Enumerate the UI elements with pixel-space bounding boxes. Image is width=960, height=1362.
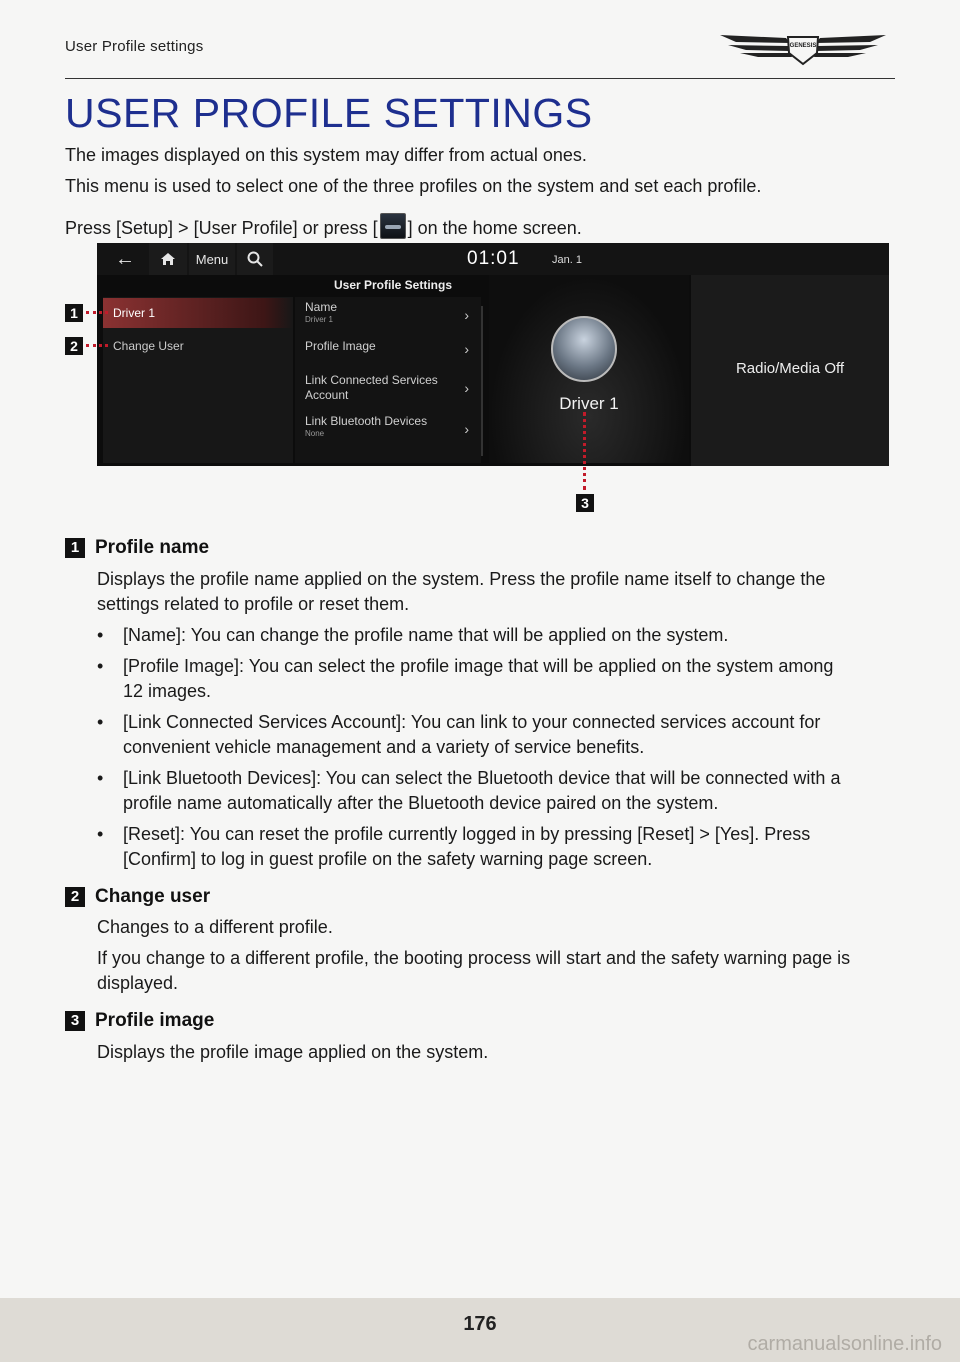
menu-item-label: Link Connected Services Account (305, 373, 438, 402)
home-button[interactable] (149, 243, 187, 275)
search-button[interactable] (237, 243, 273, 275)
profile-image[interactable] (551, 316, 617, 382)
section-change-user-heading (65, 886, 210, 908)
running-header: User Profile settings (65, 38, 204, 55)
head-unit-screen (97, 243, 889, 466)
menu-item-profile-image[interactable] (295, 339, 475, 359)
intro-instruction-start: Press [Setup] > [User Profile] or press [ (65, 218, 378, 238)
callout-3: 3 (576, 494, 594, 512)
page-number: 176 (463, 1313, 497, 1335)
section-title: Profile image (95, 1010, 215, 1031)
bullet-item (97, 766, 877, 816)
intro-description: This menu is used to select one of the three profiles on the system and set each profile. (65, 176, 762, 196)
bullet-text: [Profile Image]: You can select the profile image that will be applied on the system among 12 images. (123, 656, 834, 701)
bullet-item (97, 710, 897, 760)
section-profile-image-heading (65, 1010, 214, 1032)
screen-title: User Profile Settings (333, 278, 453, 292)
menu-item-label: Name (305, 300, 338, 314)
section-number: 2 (65, 887, 85, 907)
media-status-label: Radio/Media Off (735, 360, 845, 377)
section-profile-image-text: Displays the profile image applied on the system. (97, 1042, 489, 1062)
search-icon (247, 251, 263, 267)
section-number: 1 (65, 538, 85, 558)
bullet-dot: • (97, 824, 104, 844)
intro-instruction (65, 213, 582, 239)
bullet-item (97, 822, 887, 872)
menu-item-link-connected-services[interactable] (295, 373, 469, 403)
page-title: USER PROFILE SETTINGS (65, 90, 593, 136)
bullet-item (97, 623, 897, 648)
bullet-dot: • (97, 768, 104, 788)
menu-item-label: Link Bluetooth Devices (305, 414, 428, 428)
chevron-right-icon: › (464, 421, 469, 437)
bullet-text: [Name]: You can change the profile name that will be applied on the system. (123, 625, 729, 645)
section-title: Change user (95, 886, 211, 907)
callout-1-leader (86, 311, 108, 314)
bullet-dot: • (97, 712, 104, 732)
profile-display-name: Driver 1 (559, 394, 619, 413)
clock-date: Jan. 1 (552, 254, 582, 266)
clock-time: 01:01 (467, 248, 520, 269)
genesis-logo (718, 30, 888, 68)
callout-1: 1 (65, 304, 83, 322)
section-title: Profile name (95, 537, 210, 558)
profile-home-icon (380, 213, 406, 239)
logo-text: GENESIS (789, 43, 817, 49)
menu-button[interactable]: Menu (189, 243, 235, 275)
intro-instruction-end: ] on the home screen. (407, 218, 582, 238)
menu-item-label: Profile Image (305, 339, 376, 353)
section-profile-name-text: Displays the profile name applied on the system. Press the profile name itself to change the settings related to profile or reset them. (97, 569, 826, 614)
callout-2: 2 (65, 337, 83, 355)
home-icon (160, 252, 176, 266)
bullet-dot: • (97, 625, 104, 645)
bullet-text: [Link Connected Services Account]: You can link to your connected services account for convenient vehicle management and a variety of service benefits. (123, 712, 821, 757)
watermark: carmanualsonline.info (747, 1333, 942, 1355)
back-arrow-icon[interactable]: ← (115, 247, 135, 270)
menu-item-sub: None (305, 429, 325, 438)
chevron-right-icon: › (464, 341, 469, 357)
section-profile-name-heading (65, 537, 209, 559)
bullet-text: [Reset]: You can reset the profile currently logged in by pressing [Reset] > [Yes]. Press [Confirm] to log in guest profile on the safety warning page screen. (123, 824, 811, 869)
nav-item-driver-1[interactable]: Driver 1 (103, 298, 293, 328)
bullet-dot: • (97, 656, 104, 676)
chevron-right-icon: › (464, 307, 469, 323)
callout-3-leader (583, 412, 586, 490)
section-number: 3 (65, 1011, 85, 1031)
callout-2-leader (86, 344, 108, 347)
header-rule (65, 78, 895, 79)
nav-item-change-user[interactable]: Change User (113, 339, 184, 353)
intro-note: The images displayed on this system may differ from actual ones. (65, 145, 587, 165)
bullet-item (97, 654, 857, 704)
menu-scrollbar[interactable] (481, 306, 483, 456)
menu-item-name[interactable] (295, 300, 475, 330)
menu-item-sub: Driver 1 (305, 315, 334, 324)
chevron-right-icon: › (464, 380, 469, 396)
bullet-text: [Link Bluetooth Devices]: You can select the Bluetooth device that will be connected with a profile name automatically after the Bluetooth device paired on the system. (123, 768, 841, 813)
menu-item-link-bluetooth[interactable] (295, 414, 475, 444)
section-change-user-text-2: If you change to a different profile, the booting process will start and the safety warning page is displayed. (97, 948, 851, 993)
section-change-user-text-1: Changes to a different profile. (97, 917, 333, 937)
